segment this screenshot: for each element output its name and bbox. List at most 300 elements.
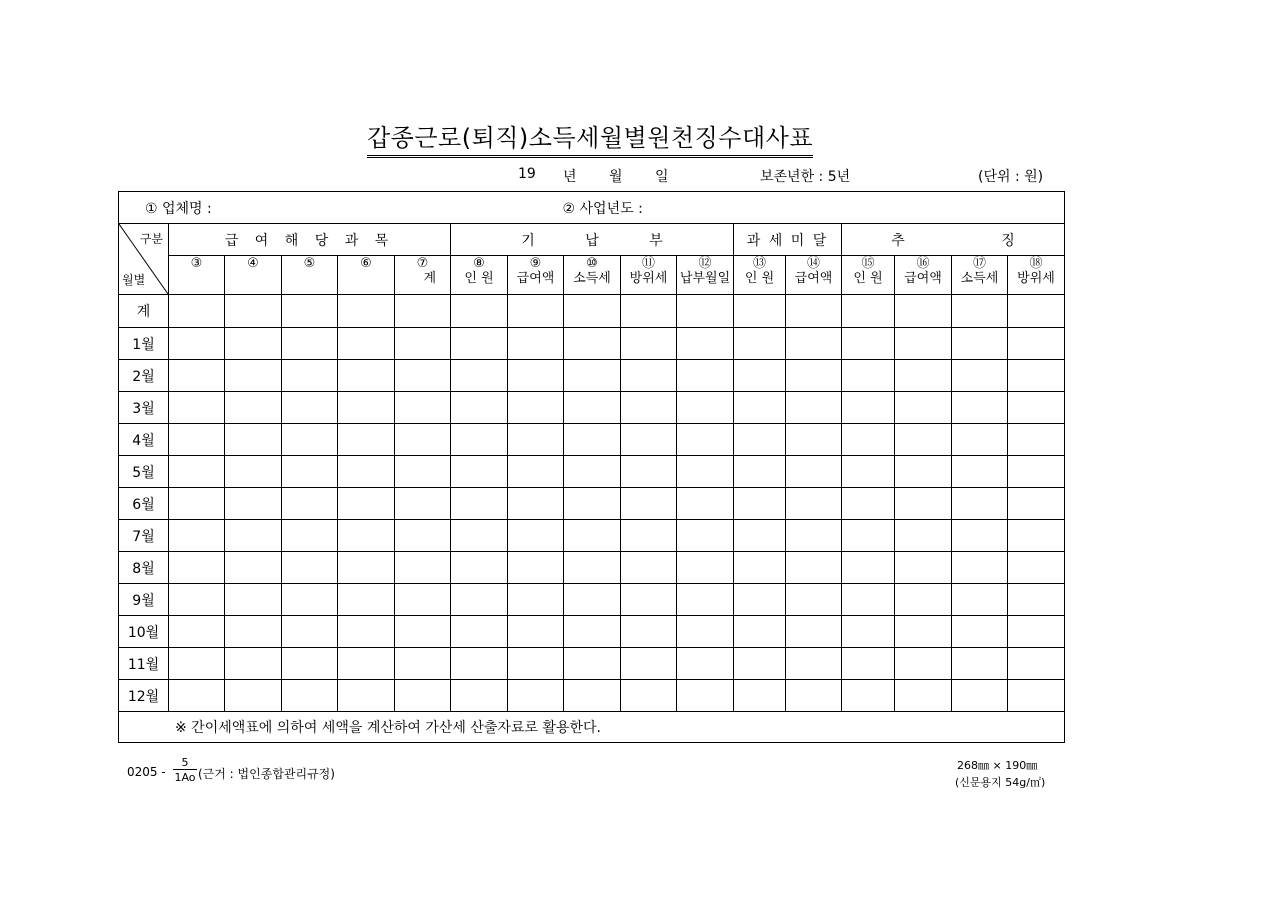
row-label: 6월 <box>119 488 169 520</box>
table-row <box>119 488 1065 520</box>
entry-cell[interactable] <box>621 616 677 648</box>
entry-cell[interactable] <box>508 360 564 392</box>
form-code-numerator: 5 <box>173 756 197 770</box>
row-label: 10월 <box>119 616 169 648</box>
entry-cell[interactable] <box>225 456 282 488</box>
row-label: 2월 <box>119 360 169 392</box>
row-label: 3월 <box>119 392 169 424</box>
entry-cell[interactable] <box>734 584 786 616</box>
column-header-12 <box>677 256 734 295</box>
column-label: 소득세 <box>573 271 611 286</box>
column-number: ⑬ <box>753 256 767 271</box>
entry-cell[interactable] <box>621 295 677 328</box>
entry-cell[interactable] <box>508 456 564 488</box>
entry-cell[interactable] <box>225 616 282 648</box>
entry-cell[interactable] <box>895 488 952 520</box>
entry-cell[interactable] <box>621 552 677 584</box>
entry-cell[interactable] <box>282 648 338 680</box>
column-number: ⑤ <box>303 256 316 271</box>
entry-cell[interactable] <box>169 616 225 648</box>
entry-cell[interactable] <box>564 680 621 712</box>
entry-cell[interactable] <box>564 424 621 456</box>
entry-cell[interactable] <box>1008 392 1065 424</box>
entry-cell[interactable] <box>842 488 895 520</box>
entry-cell[interactable] <box>395 392 451 424</box>
entry-cell[interactable] <box>621 392 677 424</box>
entry-cell[interactable] <box>564 488 621 520</box>
monthly-rows <box>119 295 1065 712</box>
entry-cell[interactable] <box>282 552 338 584</box>
entry-cell[interactable] <box>842 456 895 488</box>
paper-size: 268㎜ × 190㎜ <box>957 759 1038 772</box>
entry-cell[interactable] <box>952 392 1008 424</box>
entry-cell[interactable] <box>282 424 338 456</box>
entry-cell[interactable] <box>734 424 786 456</box>
entry-cell[interactable] <box>895 456 952 488</box>
entry-cell[interactable] <box>1008 680 1065 712</box>
column-number: ⑦ <box>416 256 429 271</box>
entry-cell[interactable] <box>451 552 508 584</box>
entry-cell[interactable] <box>842 360 895 392</box>
column-header-3 <box>169 256 225 295</box>
entry-cell[interactable] <box>734 328 786 360</box>
entry-cell[interactable] <box>1008 295 1065 328</box>
entry-cell[interactable] <box>842 328 895 360</box>
entry-cell[interactable] <box>734 392 786 424</box>
note-row <box>119 712 1065 743</box>
column-number: ⑮ <box>861 256 875 271</box>
entry-cell[interactable] <box>508 648 564 680</box>
entry-cell[interactable] <box>395 648 451 680</box>
entry-cell[interactable] <box>564 392 621 424</box>
entry-cell[interactable] <box>677 584 734 616</box>
table-row <box>119 392 1065 424</box>
column-header-4 <box>225 256 282 295</box>
entry-cell[interactable] <box>677 520 734 552</box>
entry-cell[interactable] <box>952 648 1008 680</box>
entry-cell[interactable] <box>842 552 895 584</box>
entry-cell[interactable] <box>786 552 842 584</box>
entry-cell[interactable] <box>734 456 786 488</box>
row-label: 4월 <box>119 424 169 456</box>
form-code-prefix: 0205 - <box>127 765 166 779</box>
entry-cell[interactable] <box>621 680 677 712</box>
entry-cell[interactable] <box>395 328 451 360</box>
column-number: ④ <box>247 256 259 271</box>
entry-cell[interactable] <box>842 295 895 328</box>
column-header-8 <box>451 256 508 295</box>
retention-period: 보존년한 : 5년 <box>760 169 851 185</box>
column-number: ⑯ <box>916 256 930 271</box>
entry-cell[interactable] <box>282 680 338 712</box>
entry-cell[interactable] <box>734 488 786 520</box>
entry-cell[interactable] <box>225 360 282 392</box>
entry-cell[interactable] <box>395 360 451 392</box>
entry-cell[interactable] <box>952 295 1008 328</box>
entry-cell[interactable] <box>677 360 734 392</box>
entry-cell[interactable] <box>621 424 677 456</box>
row-label: 1월 <box>119 328 169 360</box>
entry-cell[interactable] <box>451 424 508 456</box>
entry-cell[interactable] <box>451 584 508 616</box>
company-info-row <box>119 192 1065 224</box>
entry-cell[interactable] <box>338 456 395 488</box>
table-row <box>119 616 1065 648</box>
form-title: 갑종근로(퇴직)소득세월별원천징수대사표 <box>0 118 1180 158</box>
entry-cell[interactable] <box>451 328 508 360</box>
column-header-17 <box>952 256 1008 295</box>
column-header-14 <box>786 256 842 295</box>
table-row <box>119 584 1065 616</box>
form-code-denominator: 1Ao <box>174 771 196 784</box>
column-header-15 <box>842 256 895 295</box>
column-header-5 <box>282 256 338 295</box>
entry-cell[interactable] <box>169 328 225 360</box>
entry-cell[interactable] <box>225 424 282 456</box>
entry-cell[interactable] <box>842 520 895 552</box>
column-number: ⑧ <box>473 256 485 271</box>
entry-cell[interactable] <box>282 392 338 424</box>
entry-cell[interactable] <box>451 360 508 392</box>
entry-cell[interactable] <box>952 520 1008 552</box>
entry-cell[interactable] <box>282 488 338 520</box>
entry-cell[interactable] <box>952 424 1008 456</box>
table-row <box>119 552 1065 584</box>
entry-cell[interactable] <box>395 520 451 552</box>
table-row <box>119 424 1065 456</box>
group-salary: 급 여 해 당 과 목 <box>169 224 451 256</box>
entry-cell[interactable] <box>225 680 282 712</box>
entry-cell[interactable] <box>395 488 451 520</box>
column-label: 인 원 <box>744 271 775 286</box>
entry-cell[interactable] <box>395 584 451 616</box>
entry-cell[interactable] <box>842 584 895 616</box>
column-label: 납부월일 <box>679 271 731 286</box>
entry-cell[interactable] <box>395 552 451 584</box>
entry-cell[interactable] <box>952 488 1008 520</box>
entry-cell[interactable] <box>169 680 225 712</box>
entry-cell[interactable] <box>1008 360 1065 392</box>
entry-cell[interactable] <box>621 520 677 552</box>
entry-cell[interactable] <box>1008 424 1065 456</box>
entry-cell[interactable] <box>677 680 734 712</box>
entry-cell[interactable] <box>677 616 734 648</box>
entry-cell[interactable] <box>282 520 338 552</box>
entry-cell[interactable] <box>395 616 451 648</box>
entry-cell[interactable] <box>508 520 564 552</box>
entry-cell[interactable] <box>677 456 734 488</box>
entry-cell[interactable] <box>1008 520 1065 552</box>
entry-cell[interactable] <box>282 295 338 328</box>
entry-cell[interactable] <box>564 648 621 680</box>
row-label: 계 <box>119 295 169 328</box>
entry-cell[interactable] <box>169 456 225 488</box>
table-row <box>119 680 1065 712</box>
column-number: ⑥ <box>360 256 372 271</box>
entry-cell[interactable] <box>842 424 895 456</box>
entry-cell[interactable] <box>338 520 395 552</box>
entry-cell[interactable] <box>564 360 621 392</box>
entry-cell[interactable] <box>508 552 564 584</box>
entry-cell[interactable] <box>395 295 451 328</box>
entry-cell[interactable] <box>508 424 564 456</box>
entry-cell[interactable] <box>451 616 508 648</box>
company-name-field[interactable]: ① 업체명 : <box>119 192 621 224</box>
entry-cell[interactable] <box>451 295 508 328</box>
column-header-9 <box>508 256 564 295</box>
column-header-16 <box>895 256 952 295</box>
group-untaxed: 과 세 미 달 <box>734 224 842 256</box>
row-label: 11월 <box>119 648 169 680</box>
entry-cell[interactable] <box>895 552 952 584</box>
column-number: ⑩ <box>586 256 598 271</box>
column-label: 소득세 <box>960 271 999 286</box>
entry-cell[interactable] <box>508 295 564 328</box>
entry-cell[interactable] <box>677 424 734 456</box>
column-header-10 <box>564 256 621 295</box>
column-header-13 <box>734 256 786 295</box>
entry-cell[interactable] <box>338 295 395 328</box>
date-day-label: 일 <box>655 169 669 185</box>
entry-cell[interactable] <box>895 648 952 680</box>
entry-cell[interactable] <box>282 616 338 648</box>
entry-cell[interactable] <box>169 424 225 456</box>
row-label: 7월 <box>119 520 169 552</box>
entry-cell[interactable] <box>225 552 282 584</box>
entry-cell[interactable] <box>786 584 842 616</box>
entry-cell[interactable] <box>895 295 952 328</box>
entry-cell[interactable] <box>895 520 952 552</box>
entry-cell[interactable] <box>677 295 734 328</box>
entry-cell[interactable] <box>842 680 895 712</box>
entry-cell[interactable] <box>786 648 842 680</box>
column-label: 방위세 <box>1017 271 1055 286</box>
table-row <box>119 648 1065 680</box>
entry-cell[interactable] <box>952 680 1008 712</box>
ledger-table <box>118 191 1065 743</box>
column-number: ③ <box>190 256 203 271</box>
entry-cell[interactable] <box>842 648 895 680</box>
entry-cell[interactable] <box>282 584 338 616</box>
entry-cell[interactable] <box>338 424 395 456</box>
row-label: 9월 <box>119 584 169 616</box>
entry-cell[interactable] <box>564 552 621 584</box>
entry-cell[interactable] <box>451 488 508 520</box>
entry-cell[interactable] <box>225 584 282 616</box>
entry-cell[interactable] <box>225 328 282 360</box>
row-label: 12월 <box>119 680 169 712</box>
entry-cell[interactable] <box>395 680 451 712</box>
entry-cell[interactable] <box>786 680 842 712</box>
entry-cell[interactable] <box>786 520 842 552</box>
entry-cell[interactable] <box>786 295 842 328</box>
entry-cell[interactable] <box>338 616 395 648</box>
entry-cell[interactable] <box>677 392 734 424</box>
entry-cell[interactable] <box>169 360 225 392</box>
entry-cell[interactable] <box>621 456 677 488</box>
corner-header: 구분 월별 <box>119 224 169 295</box>
column-number: ⑱ <box>1029 256 1043 271</box>
entry-cell[interactable] <box>451 392 508 424</box>
paper-type: (신문용지 54g/㎡) <box>955 776 1046 789</box>
entry-cell[interactable] <box>952 552 1008 584</box>
entry-cell[interactable] <box>338 488 395 520</box>
entry-cell[interactable] <box>508 584 564 616</box>
form-basis: (근거 : 법인종합관리규정) <box>198 767 335 781</box>
entry-cell[interactable] <box>734 648 786 680</box>
entry-cell[interactable] <box>786 392 842 424</box>
entry-cell[interactable] <box>1008 584 1065 616</box>
entry-cell[interactable] <box>1008 616 1065 648</box>
entry-cell[interactable] <box>282 360 338 392</box>
column-header-18 <box>1008 256 1065 295</box>
column-label: 계 <box>423 271 436 286</box>
entry-cell[interactable] <box>621 488 677 520</box>
entry-cell[interactable] <box>952 360 1008 392</box>
business-year-field[interactable]: ② 사업년도 : <box>621 192 1065 224</box>
table-row <box>119 520 1065 552</box>
entry-cell[interactable] <box>564 295 621 328</box>
entry-cell[interactable] <box>621 360 677 392</box>
entry-cell[interactable] <box>225 295 282 328</box>
entry-cell[interactable] <box>395 424 451 456</box>
entry-cell[interactable] <box>169 520 225 552</box>
entry-cell[interactable] <box>508 616 564 648</box>
entry-cell[interactable] <box>564 616 621 648</box>
entry-cell[interactable] <box>564 456 621 488</box>
column-number: ⑨ <box>529 256 542 271</box>
entry-cell[interactable] <box>677 648 734 680</box>
entry-cell[interactable] <box>225 488 282 520</box>
unit-label: (단위 : 원) <box>978 169 1044 185</box>
entry-cell[interactable] <box>564 520 621 552</box>
entry-cell[interactable] <box>895 616 952 648</box>
entry-cell[interactable] <box>734 616 786 648</box>
entry-cell[interactable] <box>564 584 621 616</box>
entry-cell[interactable] <box>508 488 564 520</box>
entry-cell[interactable] <box>786 360 842 392</box>
date-month-label: 월 <box>609 169 623 185</box>
entry-cell[interactable] <box>225 648 282 680</box>
date-year: 19 <box>518 166 536 182</box>
entry-cell[interactable] <box>895 424 952 456</box>
row-label: 5월 <box>119 456 169 488</box>
entry-cell[interactable] <box>169 392 225 424</box>
column-header-7 <box>395 256 451 295</box>
entry-cell[interactable] <box>338 360 395 392</box>
entry-cell[interactable] <box>895 584 952 616</box>
entry-cell[interactable] <box>734 552 786 584</box>
entry-cell[interactable] <box>734 295 786 328</box>
entry-cell[interactable] <box>1008 456 1065 488</box>
entry-cell[interactable] <box>169 295 225 328</box>
entry-cell[interactable] <box>786 456 842 488</box>
entry-cell[interactable] <box>621 584 677 616</box>
entry-cell[interactable] <box>895 680 952 712</box>
entry-cell[interactable] <box>786 328 842 360</box>
entry-cell[interactable] <box>169 552 225 584</box>
column-header-6 <box>338 256 395 295</box>
entry-cell[interactable] <box>451 456 508 488</box>
entry-cell[interactable] <box>895 360 952 392</box>
entry-cell[interactable] <box>395 456 451 488</box>
entry-cell[interactable] <box>508 392 564 424</box>
entry-cell[interactable] <box>1008 552 1065 584</box>
entry-cell[interactable] <box>282 328 338 360</box>
entry-cell[interactable] <box>952 616 1008 648</box>
column-number: ⑫ <box>698 256 712 271</box>
entry-cell[interactable] <box>338 648 395 680</box>
entry-cell[interactable] <box>1008 648 1065 680</box>
entry-cell[interactable] <box>1008 328 1065 360</box>
entry-cell[interactable] <box>621 648 677 680</box>
entry-cell[interactable] <box>564 328 621 360</box>
row-label: 8월 <box>119 552 169 584</box>
entry-cell[interactable] <box>842 616 895 648</box>
date-year-label: 년 <box>563 169 577 185</box>
entry-cell[interactable] <box>169 648 225 680</box>
entry-cell[interactable] <box>734 680 786 712</box>
entry-cell[interactable] <box>225 520 282 552</box>
entry-cell[interactable] <box>1008 488 1065 520</box>
entry-cell[interactable] <box>842 392 895 424</box>
entry-cell[interactable] <box>895 328 952 360</box>
entry-cell[interactable] <box>734 520 786 552</box>
column-label: 급여액 <box>904 271 942 286</box>
entry-cell[interactable] <box>169 584 225 616</box>
entry-cell[interactable] <box>451 680 508 712</box>
entry-cell[interactable] <box>508 328 564 360</box>
entry-cell[interactable] <box>338 328 395 360</box>
entry-cell[interactable] <box>786 488 842 520</box>
footnote: ※ 간이세액표에 의하여 세액을 계산하여 가산세 산출자료로 활용한다. <box>119 712 1065 743</box>
entry-cell[interactable] <box>952 584 1008 616</box>
column-label: 급여액 <box>516 271 555 286</box>
entry-cell[interactable] <box>338 680 395 712</box>
entry-cell[interactable] <box>895 392 952 424</box>
table-row <box>119 295 1065 328</box>
entry-cell[interactable] <box>508 680 564 712</box>
entry-cell[interactable] <box>621 328 677 360</box>
group-prepaid: 기 납 부 <box>451 224 734 256</box>
entry-cell[interactable] <box>451 648 508 680</box>
entry-cell[interactable] <box>338 392 395 424</box>
table-row <box>119 360 1065 392</box>
table-row <box>119 456 1065 488</box>
entry-cell[interactable] <box>677 488 734 520</box>
entry-cell[interactable] <box>786 424 842 456</box>
column-header-row <box>119 256 1065 295</box>
column-label: 방위세 <box>629 271 668 286</box>
entry-cell[interactable] <box>225 392 282 424</box>
column-number: ⑪ <box>642 256 656 271</box>
entry-cell[interactable] <box>451 520 508 552</box>
entry-cell[interactable] <box>338 552 395 584</box>
group-additional: 추 징 <box>842 224 1065 256</box>
entry-cell[interactable] <box>952 456 1008 488</box>
entry-cell[interactable] <box>282 456 338 488</box>
entry-cell[interactable] <box>677 328 734 360</box>
entry-cell[interactable] <box>734 360 786 392</box>
entry-cell[interactable] <box>169 488 225 520</box>
column-label: 급여액 <box>794 271 833 286</box>
entry-cell[interactable] <box>952 328 1008 360</box>
column-label: 인 원 <box>853 271 883 286</box>
entry-cell[interactable] <box>786 616 842 648</box>
column-number: ⑭ <box>807 256 821 271</box>
entry-cell[interactable] <box>338 584 395 616</box>
entry-cell[interactable] <box>677 552 734 584</box>
